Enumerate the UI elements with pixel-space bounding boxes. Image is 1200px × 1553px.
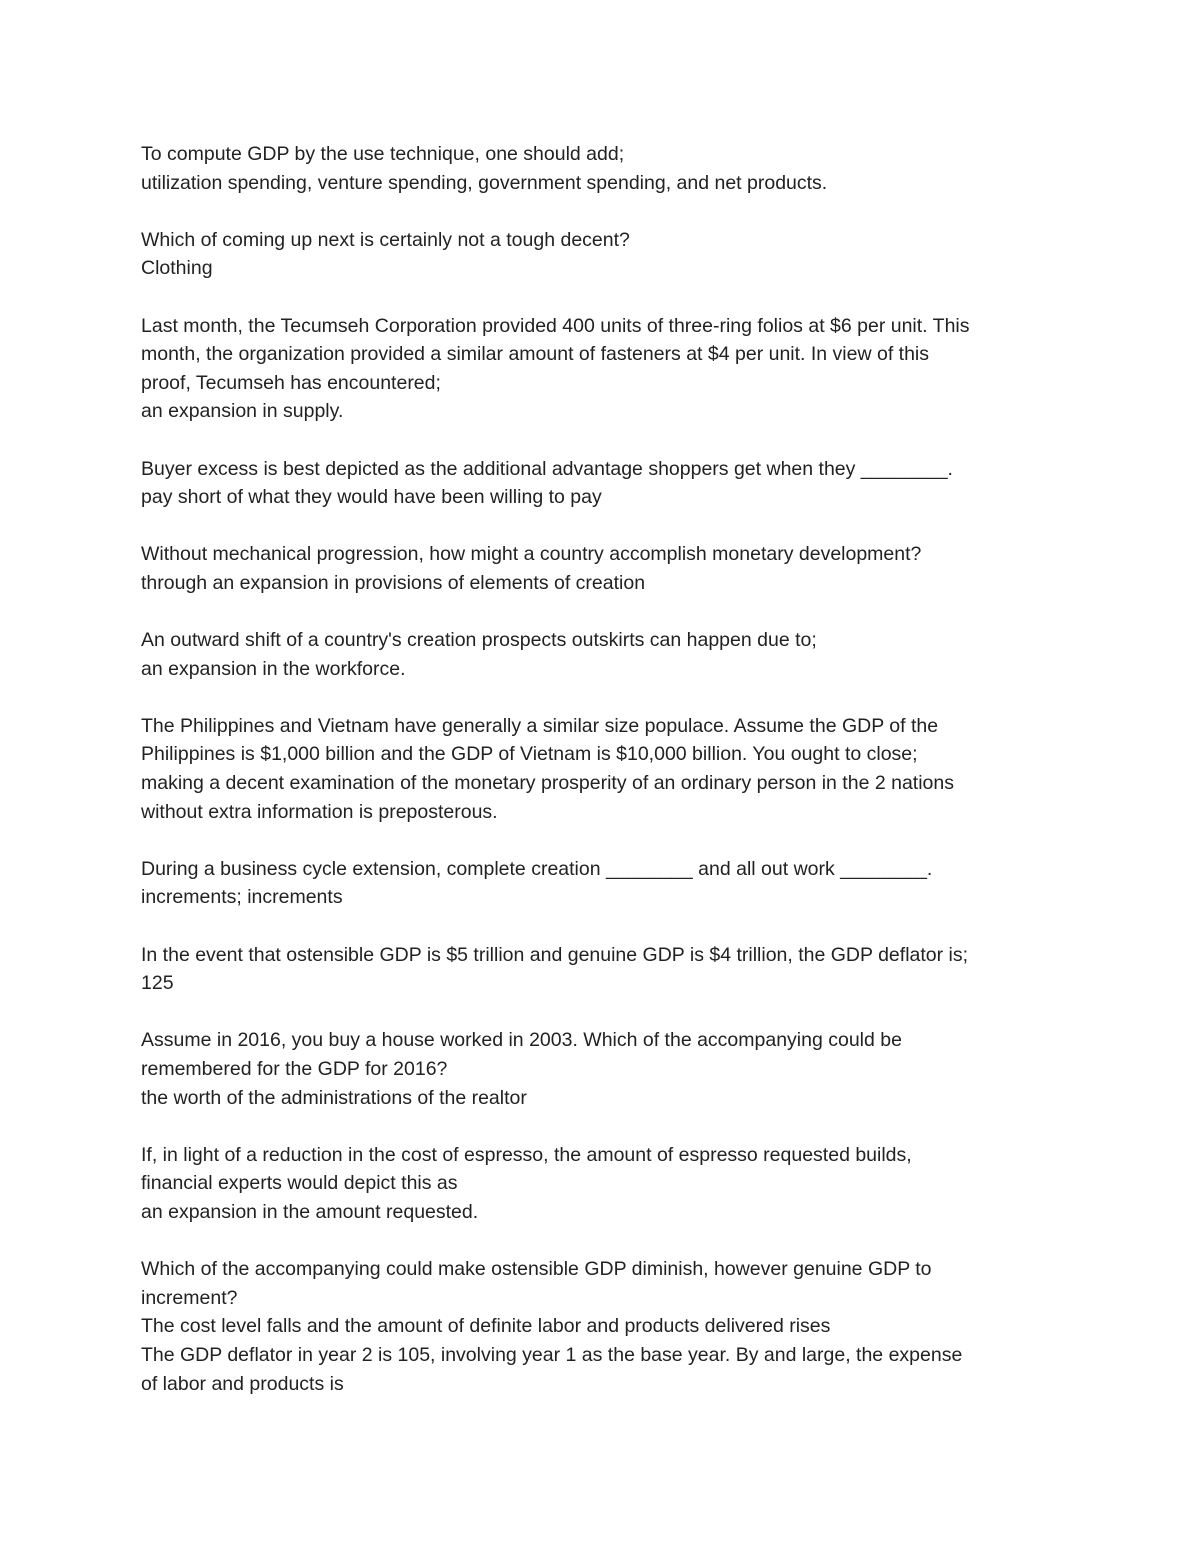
text-line: proof, Tecumseh has encountered; bbox=[141, 371, 441, 394]
text-line: remembered for the GDP for 2016? bbox=[141, 1058, 448, 1080]
text-line: an expansion in supply. bbox=[141, 400, 344, 423]
text-line: Philippines is $1,000 billion and the GDP of Vietnam is $10,000 billion. You ought to close; bbox=[141, 743, 918, 766]
qa-block bbox=[141, 455, 1071, 512]
qa-block bbox=[141, 226, 1071, 283]
text-line: an expansion in the amount requested. bbox=[141, 1200, 479, 1223]
text-line: month, the organization provided a similar amount of fasteners at $4 per unit. In view of this bbox=[141, 343, 930, 366]
text-line: The cost level falls and the amount of definite labor and products delivered rises bbox=[141, 1315, 831, 1338]
text-line: making a decent examination of the monetary prosperity of an ordinary person in the 2 nations bbox=[141, 772, 954, 795]
text-line: through an expansion in provisions of elements of creation bbox=[141, 571, 646, 594]
qa-block bbox=[141, 1255, 1071, 1398]
text-line: Which of the accompanying could make ostensible GDP diminish, however genuine GDP to bbox=[141, 1258, 932, 1281]
text-line: In the event that ostensible GDP is $5 trillion and genuine GDP is $4 trillion, the GDP deflator is; bbox=[141, 943, 969, 966]
text-line: Buyer excess is best depicted as the additional advantage shoppers get when they ________. bbox=[141, 457, 953, 480]
text-line: During a business cycle extension, complete creation ________ and all out work ________. bbox=[141, 857, 933, 880]
qa-block bbox=[141, 941, 1071, 998]
text-line: without extra information is preposterous. bbox=[141, 800, 498, 823]
text-line: 125 bbox=[141, 972, 174, 995]
qa-block bbox=[141, 540, 1071, 597]
qa-block bbox=[141, 140, 1071, 197]
document-body bbox=[141, 140, 1071, 1427]
qa-block bbox=[141, 312, 1071, 426]
text-line: To compute GDP by the use technique, one should add; bbox=[141, 143, 625, 165]
qa-block bbox=[141, 626, 1071, 683]
text-line: Clothing bbox=[141, 257, 213, 280]
text-line: Last month, the Tecumseh Corporation provided 400 units of three-ring folios at $6 per unit. This bbox=[141, 314, 970, 337]
text-line: If, in light of a reduction in the cost of espresso, the amount of espresso requested builds, bbox=[141, 1143, 912, 1166]
text-line: increment? bbox=[141, 1286, 238, 1309]
text-line: The GDP deflator in year 2 is 105, involving year 1 as the base year. By and large, the expense bbox=[141, 1343, 963, 1366]
text-line: An outward shift of a country's creation prospects outskirts can happen due to; bbox=[141, 629, 817, 652]
qa-block bbox=[141, 712, 1071, 826]
text-line: financial experts would depict this as bbox=[141, 1172, 458, 1195]
text-line: increments; increments bbox=[141, 886, 343, 909]
text-line: utilization spending, venture spending, government spending, and net products. bbox=[141, 171, 828, 194]
text-line: Assume in 2016, you buy a house worked in 2003. Which of the accompanying could be bbox=[141, 1029, 902, 1052]
qa-block bbox=[141, 1026, 1071, 1112]
text-line: the worth of the administrations of the realtor bbox=[141, 1086, 527, 1109]
text-line: pay short of what they would have been willing to pay bbox=[141, 486, 602, 509]
text-line: The Philippines and Vietnam have generally a similar size populace. Assume the GDP of the bbox=[141, 714, 939, 737]
qa-block bbox=[141, 1141, 1071, 1227]
text-line: Which of coming up next is certainly not a tough decent? bbox=[141, 228, 630, 251]
text-line: an expansion in the workforce. bbox=[141, 657, 406, 680]
text-line: of labor and products is bbox=[141, 1372, 344, 1395]
text-line: Without mechanical progression, how might a country accomplish monetary development? bbox=[141, 543, 922, 566]
qa-block bbox=[141, 855, 1071, 912]
